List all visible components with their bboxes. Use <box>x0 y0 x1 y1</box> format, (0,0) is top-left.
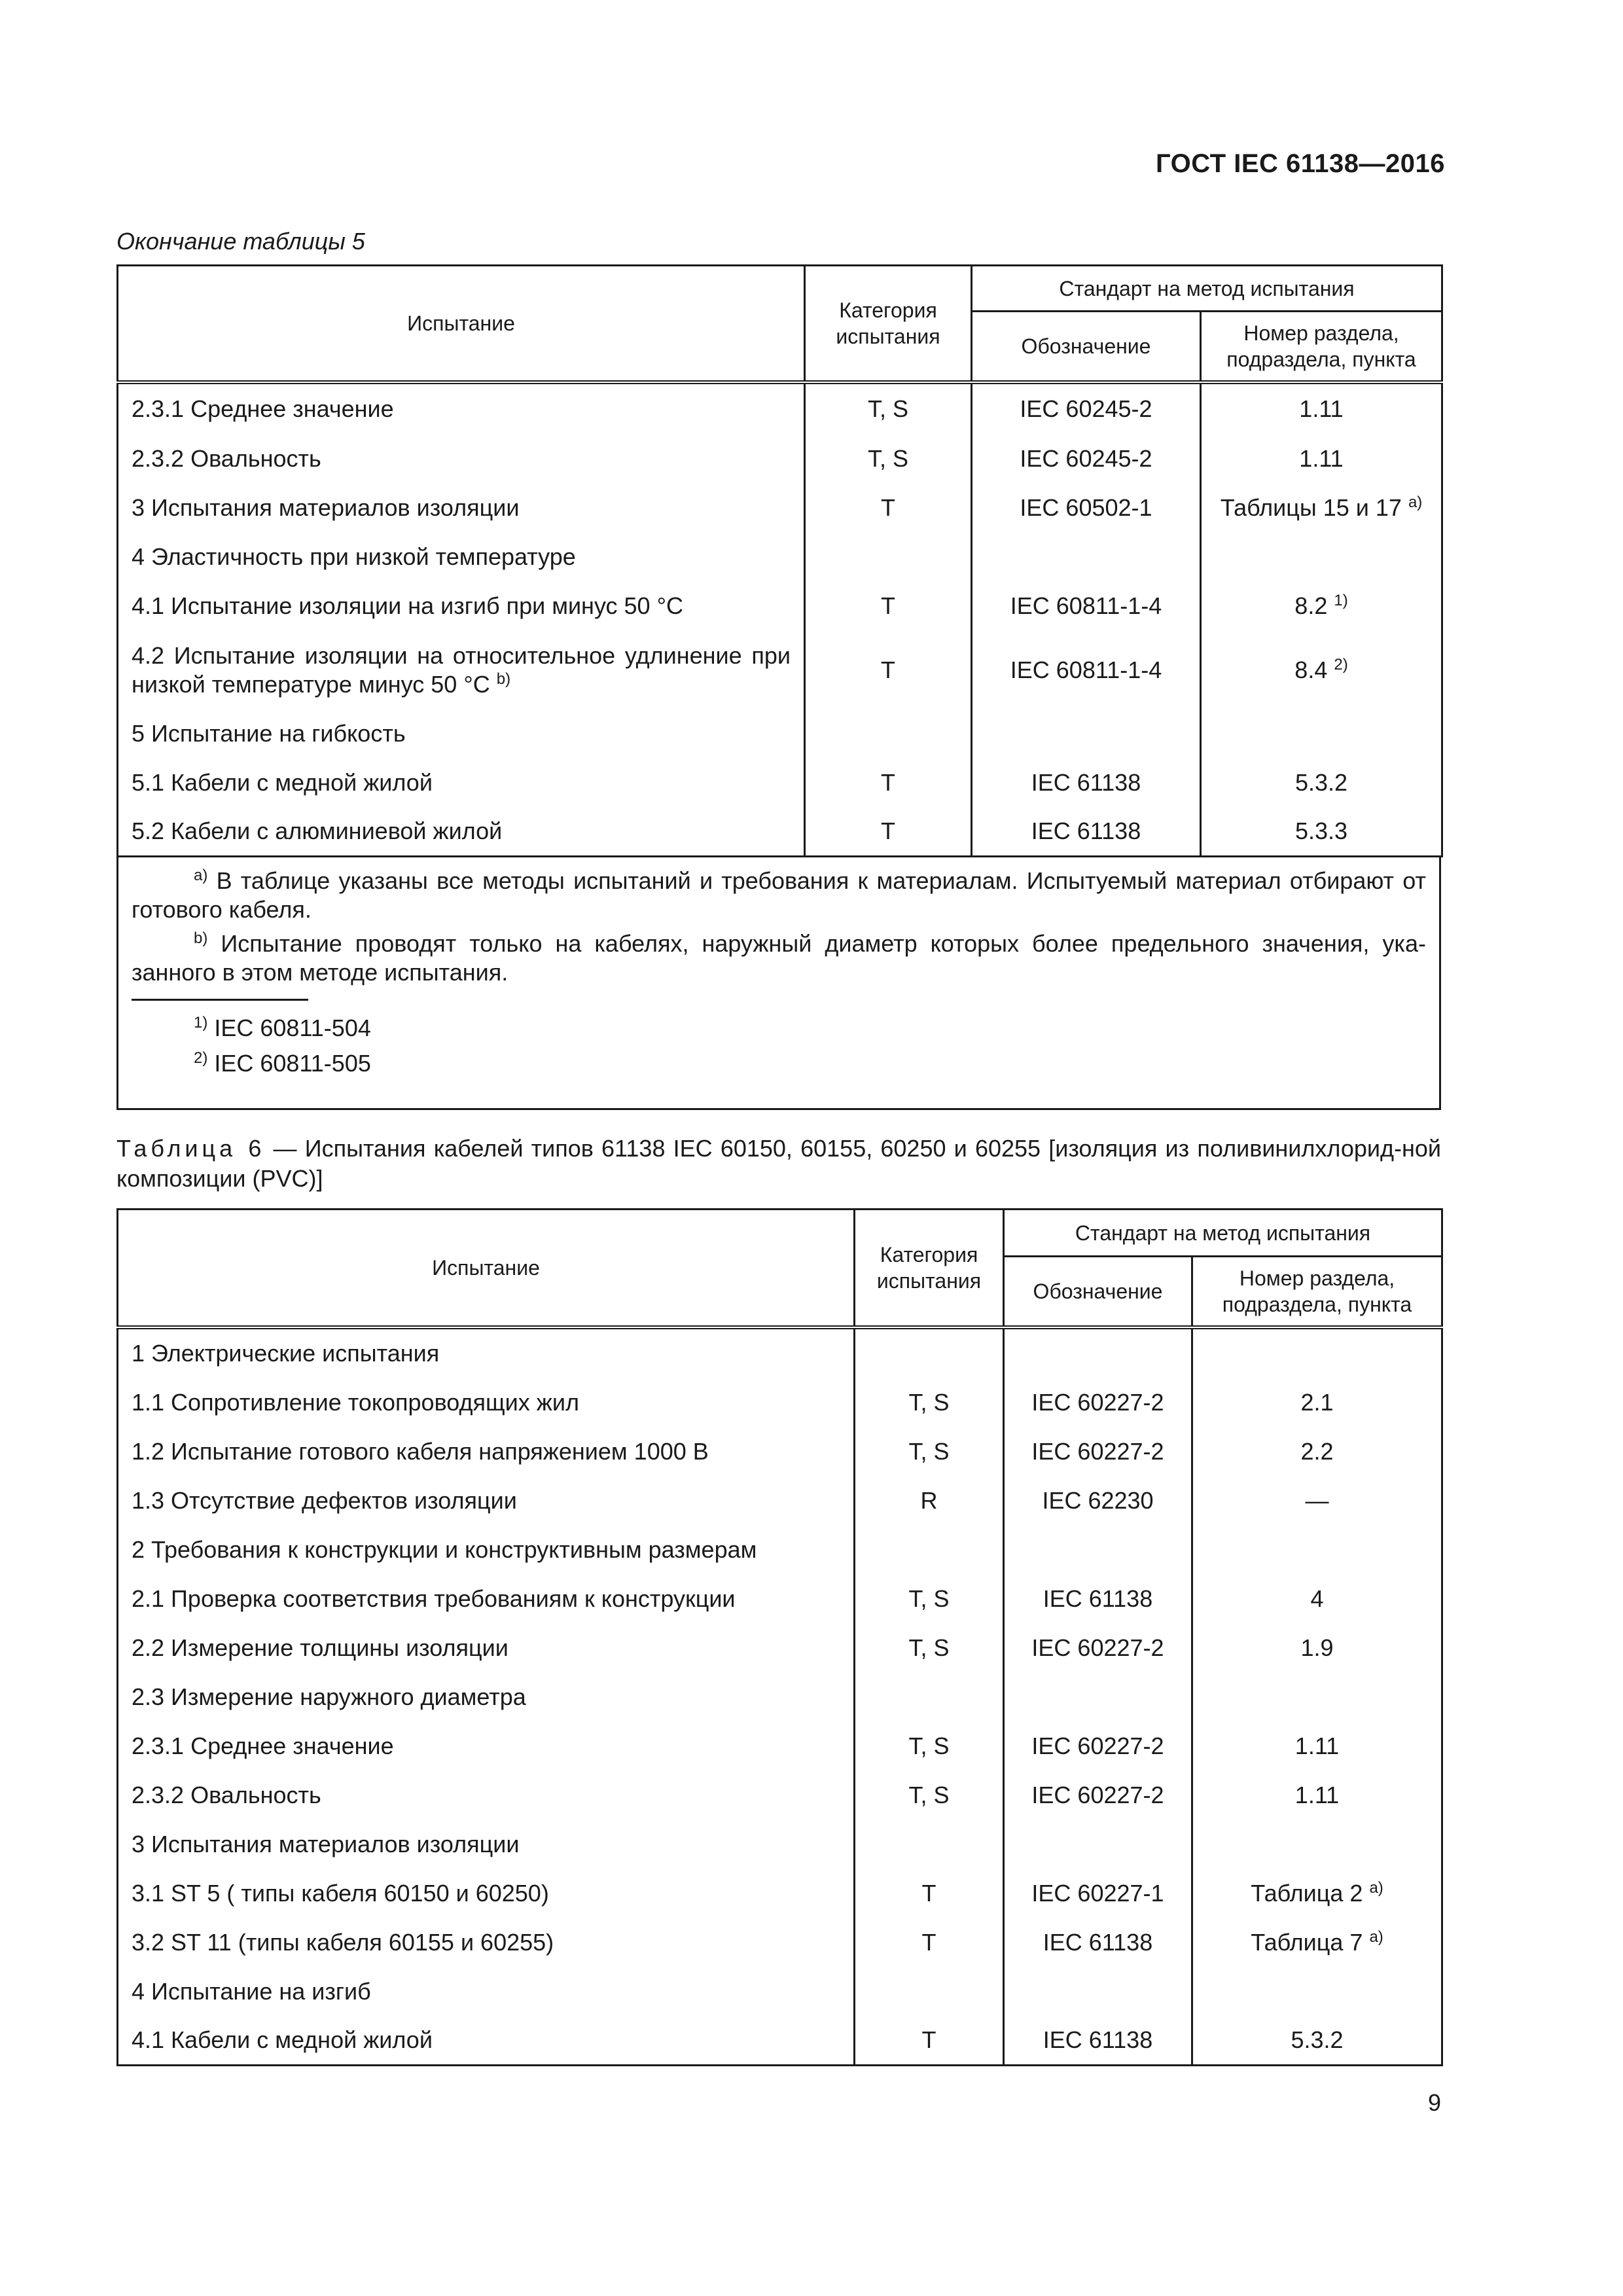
cell-section: 2.2 <box>1192 1427 1442 1477</box>
cell-category: T, S <box>855 1378 1004 1427</box>
cell-category: T <box>805 808 972 857</box>
cell-section: 1.9 <box>1192 1624 1442 1673</box>
cell-test: 1.1 Сопротивление токопроводящих жил <box>118 1378 855 1427</box>
cell-category <box>855 1967 1004 2017</box>
cell-category: T, S <box>855 1722 1004 1771</box>
cell-section: — <box>1192 1477 1442 1526</box>
table-row <box>118 1526 1442 1575</box>
table-row <box>118 759 1442 808</box>
cell-designation: IEC 61138 <box>1004 2017 1192 2066</box>
table-row <box>118 1820 1442 1869</box>
cell-section: 5.3.3 <box>1201 808 1442 857</box>
cell-test: 2.3.1 Среднее значение <box>118 1722 855 1771</box>
cell-section: Таблицы 15 и 17 $^{а)}$ <box>1201 484 1442 533</box>
cell-designation: IEC 61138 <box>1004 1918 1192 1967</box>
note-b: $^{b)}$ Испытание проводят только на кабелях, наружный диаметр которых более предельного значения, ука-занного в этом методе испытания. <box>132 929 1426 986</box>
document-title: ГОСТ IEC 61138—2016 <box>1156 149 1445 178</box>
cell-test: 5 Испытание на гибкость <box>118 709 805 759</box>
table-row <box>118 1378 1442 1427</box>
cell-test: 2.1 Проверка соответствия требованиям к конструкции <box>118 1575 855 1624</box>
cell-section: 8.4 $^{2)}$ <box>1201 631 1442 709</box>
cell-category: T, S <box>855 1575 1004 1624</box>
cell-designation <box>972 533 1201 582</box>
cell-designation: IEC 61138 <box>972 759 1201 808</box>
cell-test: 3 Испытания материалов изоляции <box>118 484 805 533</box>
cell-section: 1.11 <box>1201 435 1442 484</box>
cell-section: 4 <box>1192 1575 1442 1624</box>
cell-section: 5.3.2 <box>1192 2017 1442 2066</box>
cell-category: T <box>805 631 972 709</box>
cell-category: T <box>805 582 972 631</box>
cell-category <box>805 533 972 582</box>
cell-section: 2.1 <box>1192 1378 1442 1427</box>
cell-section <box>1192 1673 1442 1722</box>
cell-category: T, S <box>855 1427 1004 1477</box>
footnote-1: $^{1)}$ IEC 60811-504 <box>194 1014 371 1041</box>
page-number: 9 <box>1427 2089 1441 2116</box>
cell-section: Таблица 2 $^{а)}$ <box>1192 1869 1442 1918</box>
cell-section <box>1192 1327 1442 1378</box>
cell-test: 2.2 Измерение толщины изоляции <box>118 1624 855 1673</box>
cell-designation: IEC 60502-1 <box>972 484 1201 533</box>
cell-designation <box>972 709 1201 759</box>
cell-category: T, S <box>805 382 972 435</box>
cell-designation <box>1004 1526 1192 1575</box>
table5-caption: Окончание таблицы 5 <box>116 228 365 255</box>
table6-label: Таблица 6 <box>116 1135 266 1162</box>
table-row <box>118 1869 1442 1918</box>
header-category: Категория испытания <box>855 1210 1004 1327</box>
table-row <box>118 1673 1442 1722</box>
cell-category: T, S <box>855 1771 1004 1820</box>
cell-section: 1.11 <box>1201 382 1442 435</box>
cell-test: 4 Эластичность при низкой температуре <box>118 533 805 582</box>
cell-category: T <box>805 759 972 808</box>
cell-section <box>1192 1967 1442 2017</box>
cell-designation: IEC 60227-2 <box>1004 1624 1192 1673</box>
footnote-divider <box>132 999 308 1001</box>
cell-section: 5.3.2 <box>1201 759 1442 808</box>
table-row <box>118 1918 1442 1967</box>
note-a: $^{а)}$ В таблице указаны все методы испытаний и требования к материалам. Испытуемый материал отбирают от готового кабеля. <box>132 867 1426 923</box>
cell-category <box>855 1673 1004 1722</box>
header-section: Номер раздела, подраздела, пункта <box>1192 1257 1442 1327</box>
table-row <box>118 1624 1442 1673</box>
cell-designation <box>1004 1967 1192 2017</box>
cell-category: T <box>855 2017 1004 2066</box>
table5-notes <box>116 857 1441 1110</box>
table-row <box>118 1427 1442 1477</box>
cell-designation: IEC 60227-2 <box>1004 1722 1192 1771</box>
header-designation: Обозначение <box>1004 1257 1192 1327</box>
cell-designation: IEC 61138 <box>1004 1575 1192 1624</box>
cell-section: Таблица 7 $^{а)}$ <box>1192 1918 1442 1967</box>
table-row <box>118 484 1442 533</box>
table-row <box>118 533 1442 582</box>
cell-category <box>855 1820 1004 1869</box>
cell-section: 1.11 <box>1192 1771 1442 1820</box>
table6-title: — Испытания кабелей типов 61138 IEC 60150, 60155, 60250 и 60255 [изоляция из поливинилхлорид-ной композиции (PVC)] <box>116 1135 1441 1192</box>
table6-caption <box>116 1134 1441 1194</box>
cell-test: 5.1 Кабели с медной жилой <box>118 759 805 808</box>
cell-category: T <box>855 1918 1004 1967</box>
cell-category: T, S <box>805 435 972 484</box>
cell-test: 4.1 Испытание изоляции на изгиб при минус 50 °С <box>118 582 805 631</box>
header-designation: Обозначение <box>972 312 1201 382</box>
cell-designation <box>1004 1327 1192 1378</box>
table-6 <box>116 1208 1443 2066</box>
cell-designation: IEC 60811-1-4 <box>972 631 1201 709</box>
cell-designation: IEC 60227-2 <box>1004 1771 1192 1820</box>
cell-test: 2.3 Измерение наружного диаметра <box>118 1673 855 1722</box>
table-row <box>118 631 1442 709</box>
cell-section <box>1192 1526 1442 1575</box>
cell-category <box>805 709 972 759</box>
table-row <box>118 2017 1442 2066</box>
table-row <box>118 709 1442 759</box>
cell-test: 4.1 Кабели с медной жилой <box>118 2017 855 2066</box>
header-category: Категория испытания <box>805 266 972 382</box>
header-test: Испытание <box>118 1210 855 1327</box>
header-test: Испытание <box>118 266 805 382</box>
table-row <box>118 382 1442 435</box>
cell-designation: IEC 60227-2 <box>1004 1427 1192 1477</box>
cell-designation: IEC 60811-1-4 <box>972 582 1201 631</box>
cell-test: 4.2 Испытание изоляции на относительное удлинение при низкой температуре минус 50 °С $^{b)}$ <box>118 631 805 709</box>
cell-test: 2.3.2 Овальность <box>118 435 805 484</box>
table-row <box>118 1967 1442 2017</box>
header-section: Номер раздела, подраздела, пункта <box>1201 312 1442 382</box>
header-standard: Стандарт на метод испытания <box>1004 1210 1442 1257</box>
cell-category: T, S <box>855 1624 1004 1673</box>
cell-section <box>1192 1820 1442 1869</box>
cell-section <box>1201 533 1442 582</box>
cell-designation: IEC 60245-2 <box>972 382 1201 435</box>
cell-test: 4 Испытание на изгиб <box>118 1967 855 2017</box>
table-row <box>118 1477 1442 1526</box>
cell-test: 2 Требования к конструкции и конструктивным размерам <box>118 1526 855 1575</box>
table-row <box>118 1575 1442 1624</box>
footnote-2: $^{2)}$ IEC 60811-505 <box>194 1049 371 1077</box>
cell-test: 3 Испытания материалов изоляции <box>118 1820 855 1869</box>
cell-test: 2.3.2 Овальность <box>118 1771 855 1820</box>
cell-test: 5.2 Кабели с алюминиевой жилой <box>118 808 805 857</box>
cell-test: 1 Электрические испытания <box>118 1327 855 1378</box>
cell-designation: IEC 60245-2 <box>972 435 1201 484</box>
cell-designation: IEC 62230 <box>1004 1477 1192 1526</box>
table-row <box>118 1722 1442 1771</box>
cell-category: R <box>855 1477 1004 1526</box>
table-5 <box>116 264 1443 857</box>
cell-section: 8.2 $^{1)}$ <box>1201 582 1442 631</box>
cell-test: 2.3.1 Среднее значение <box>118 382 805 435</box>
cell-test: 1.3 Отсутствие дефектов изоляции <box>118 1477 855 1526</box>
header-standard: Стандарт на метод испытания <box>972 266 1442 312</box>
cell-test: 3.2 ST 11 (типы кабеля 60155 и 60255) <box>118 1918 855 1967</box>
cell-designation <box>1004 1820 1192 1869</box>
table-row <box>118 582 1442 631</box>
cell-designation: IEC 61138 <box>972 808 1201 857</box>
cell-designation: IEC 60227-2 <box>1004 1378 1192 1427</box>
table-row <box>118 1327 1442 1378</box>
cell-designation <box>1004 1673 1192 1722</box>
table-row <box>118 1771 1442 1820</box>
cell-category: T <box>855 1869 1004 1918</box>
table-row <box>118 435 1442 484</box>
cell-section <box>1201 709 1442 759</box>
cell-category <box>855 1526 1004 1575</box>
cell-section: 1.11 <box>1192 1722 1442 1771</box>
table-row <box>118 808 1442 857</box>
cell-test: 3.1 ST 5 ( типы кабеля 60150 и 60250) <box>118 1869 855 1918</box>
cell-designation: IEC 60227-1 <box>1004 1869 1192 1918</box>
cell-category <box>855 1327 1004 1378</box>
cell-category: T <box>805 484 972 533</box>
cell-test: 1.2 Испытание готового кабеля напряжением 1000 В <box>118 1427 855 1477</box>
